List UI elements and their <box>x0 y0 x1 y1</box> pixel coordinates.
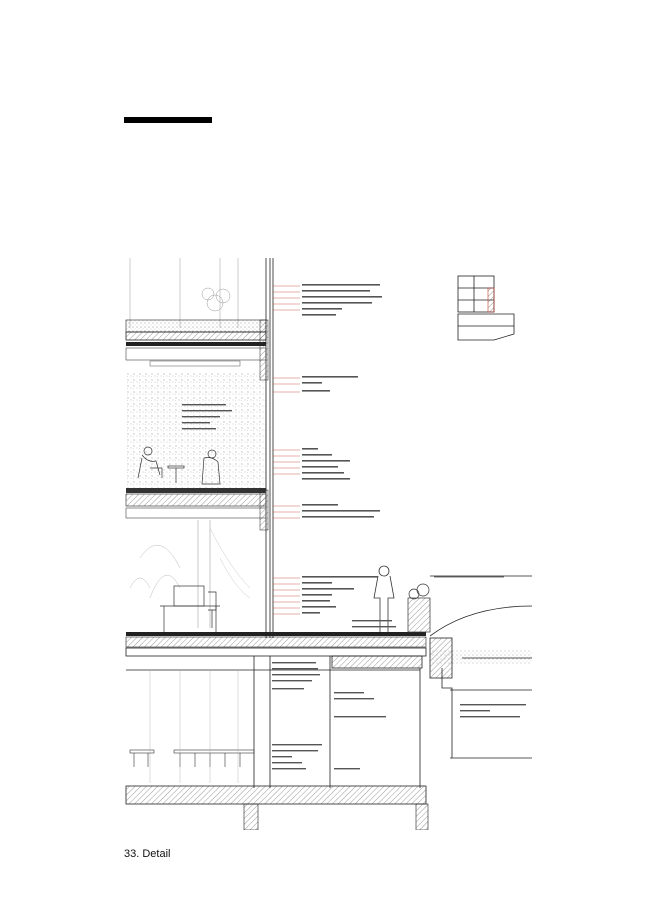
glass-panels <box>130 520 250 628</box>
tree-sketch-top <box>202 288 230 311</box>
upper-slab <box>126 332 266 340</box>
basement-furniture <box>130 750 254 767</box>
planter <box>408 584 430 632</box>
facade-mullions <box>266 258 273 638</box>
annotation-text-blocks <box>182 284 526 769</box>
roof-gravel <box>126 320 266 332</box>
mid-slab <box>126 488 266 493</box>
excavation <box>442 658 532 758</box>
upper-room-texture <box>126 373 266 493</box>
desk-chair <box>160 586 220 632</box>
section-marker-bar <box>124 117 212 123</box>
figure-caption: 33. Detail <box>124 848 171 860</box>
upper-glazing <box>130 258 238 328</box>
person-standing <box>374 566 394 632</box>
ground-floor-slab <box>126 632 426 636</box>
foundation <box>126 786 426 804</box>
annotation-leaders <box>273 286 300 614</box>
key-plan-section-thumbnail <box>452 270 518 348</box>
